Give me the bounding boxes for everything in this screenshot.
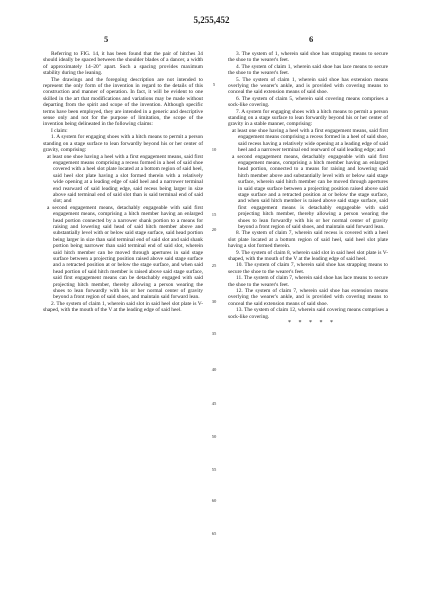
line-number: 40 bbox=[211, 367, 217, 372]
line-number: 50 bbox=[211, 434, 217, 439]
claim-intro: I claim: bbox=[51, 127, 68, 134]
line-number: 45 bbox=[211, 401, 217, 406]
claim-7: 7. A system for engaging shoes with a hitch means to permit a person standing on a stage surface to lean forwardly beyond his or her center of gravity in a stable manner, comprising: bbox=[228, 108, 388, 128]
line-number: 55 bbox=[211, 467, 217, 472]
claim-5: 5. The system of claim 1, wherein said shoe has extension means overlying the wearer's ankle, and is provided with covering means to conceal the said extension means of said shoe. bbox=[228, 76, 388, 96]
claim-4: 4. The system of claim 1, wherein said shoe has lace means to secure the shoe to the wearer's feet. bbox=[228, 63, 388, 77]
patent-number: 5,255,452 bbox=[193, 15, 230, 25]
claim-1-element-b: a second engagement means, detachably engageable with said first engagement means, comprising a hitch member having an enlarged head portion connected by a narrower shank portion to a means for raising and lowering said head of said hitch member above and substantially level with or below said stage surface, said head portion being larger in size than said terminal end of said slot and said shank portion being narrower than said terminal end of said slot, wherein said hitch member can be moved through apertures in said stage surface between a projecting position raised above said stage surface and a retracted position at or below the stage surface, and when said head portion of said hitch member is raised above said stage surface, said first engagement means can be detachably engaged with said projecting hitch member, thereby allowing a person wearing the shoes to lean forwardly with his or her normal center of gravity beyond a front region of said shoes, and maintain said forward lean. bbox=[47, 204, 203, 301]
line-number: 35 bbox=[211, 331, 217, 336]
claim-8: 8. The system of claim 7, wherein said recess is covered with a heel slot plate located at a bottom region of said heel, said heel slot plate having a slot formed therein. bbox=[228, 230, 388, 250]
right-column bbox=[228, 51, 388, 326]
claim-11: 11. The system of claim 7, wherein said shoe has lace means to secure the shoe to the wearer's feet. bbox=[228, 275, 388, 288]
claim-6: 6. The system of claim 5, wherein said covering means comprises a sock-like covering. bbox=[228, 95, 388, 109]
claim-12: 12. The system of claim 7, wherein said shoe has extension means overlying the wearer's ankle, and is provided with covering means to conceal the said extension means of said shoe. bbox=[228, 288, 388, 307]
claim-2: 2. The system of claim 1, wherein said slot in said heel slot plate is V-shaped, with the mouth of the V at the leading edge of said heel. bbox=[43, 300, 203, 314]
claim-1: 1. A system for engaging shoes with a hitch means to permit a person standing on a stage surface to lean forwardly beyond his or her center of gravity, comprising: bbox=[43, 134, 203, 154]
end-of-claims-mark: * * * * * bbox=[288, 320, 336, 327]
line-number: 15 bbox=[211, 212, 217, 217]
page-number-left: 5 bbox=[104, 34, 109, 44]
claim-9: 9. The system of claim 8, wherein said slot in said heel slot plate is V-shaped, with the mouth of the V at the leading edge of said heel. bbox=[228, 249, 388, 262]
line-number: 5 bbox=[212, 82, 216, 87]
line-number: 60 bbox=[211, 498, 217, 503]
claim-10: 10. The system of claim 7, wherein said shoe has strapping means to secure the shoe to the wearer's feet. bbox=[228, 262, 388, 275]
line-number: 30 bbox=[211, 299, 217, 304]
claim-13: 13. The system of claim 12, wherein said covering means comprises a sock-like covering. bbox=[228, 307, 388, 320]
left-column bbox=[43, 51, 203, 314]
line-number: 20 bbox=[211, 227, 217, 232]
line-number: 25 bbox=[211, 263, 217, 268]
claim-1-element-a: at least one shoe having a heel with a first engagement means, said first engagement means comprising a recess formed in a heel of said shoe covered with a heel slot plate located at a bottom region of said heel, said heel slot plate having a slot formed therein with a relatively wide opening at a leading edge of said heel and a narrower terminal end rearward of said leading edge, said recess being larger in size above said terminal end of said slot than is said terminal end of said slot; and bbox=[47, 153, 203, 205]
page-number-right: 6 bbox=[309, 34, 314, 44]
paragraph-fig14: Referring to FIG. 14, it has been found that the pair of hitches 34 should ideally be spaced between the shoulder blades of a dancer, a width of approximately 14–20" apart. Such a spacing provides maximum stability during the leaning. bbox=[43, 51, 203, 77]
claim-7-element-b: a second engagement means, detachably engageable with said first engagement means, comprising a hitch member having an enlarged head portion, connected to a means for raising and lowering said hitch member above and substantially level with or below said stage surface, wherein said hitch member can be moved through apertures in said stage surface between a projecting position raised above said stage surface and a retracted position at or below the stage surface, and when said hitch member is raised above said stage surface, said first engagement means is detachably engageable with said projecting hitch member, thereby allowing a person wearing the shoes to lean forwardly with his or her normal center of gravity beyond a front region of said shoes, and maintain said forward lean. bbox=[232, 153, 388, 230]
claim-3: 3. The system of 1, wherein said shoe has strapping means to secure the shoe to the wearer's feet. bbox=[228, 51, 388, 64]
claim-7-element-a: at least one shoe having a heel with a first engagement means, said first engagement means comprising a recess formed in a heel of said shoe, said recess having a relatively wide opening at a leading edge of said heel and a narrower terminal end rearward of said leading edge; and bbox=[232, 127, 388, 154]
line-number: 65 bbox=[211, 531, 217, 536]
line-number: 10 bbox=[211, 147, 217, 152]
paragraph-disclaimer: The drawings and the foregoing description are not intended to represent the only form of the invention in regard to the details of this construction and manner of operation. In fact, it will be evident to one skilled in the art that modifications and variations may be made without departing from the spirit and scope of the invention. Although specific terms have been employed, they are intended in a generic and descriptive sense only and not for the purpose of limitation, the scope of the invention being delineated in the following claims: bbox=[43, 76, 203, 128]
